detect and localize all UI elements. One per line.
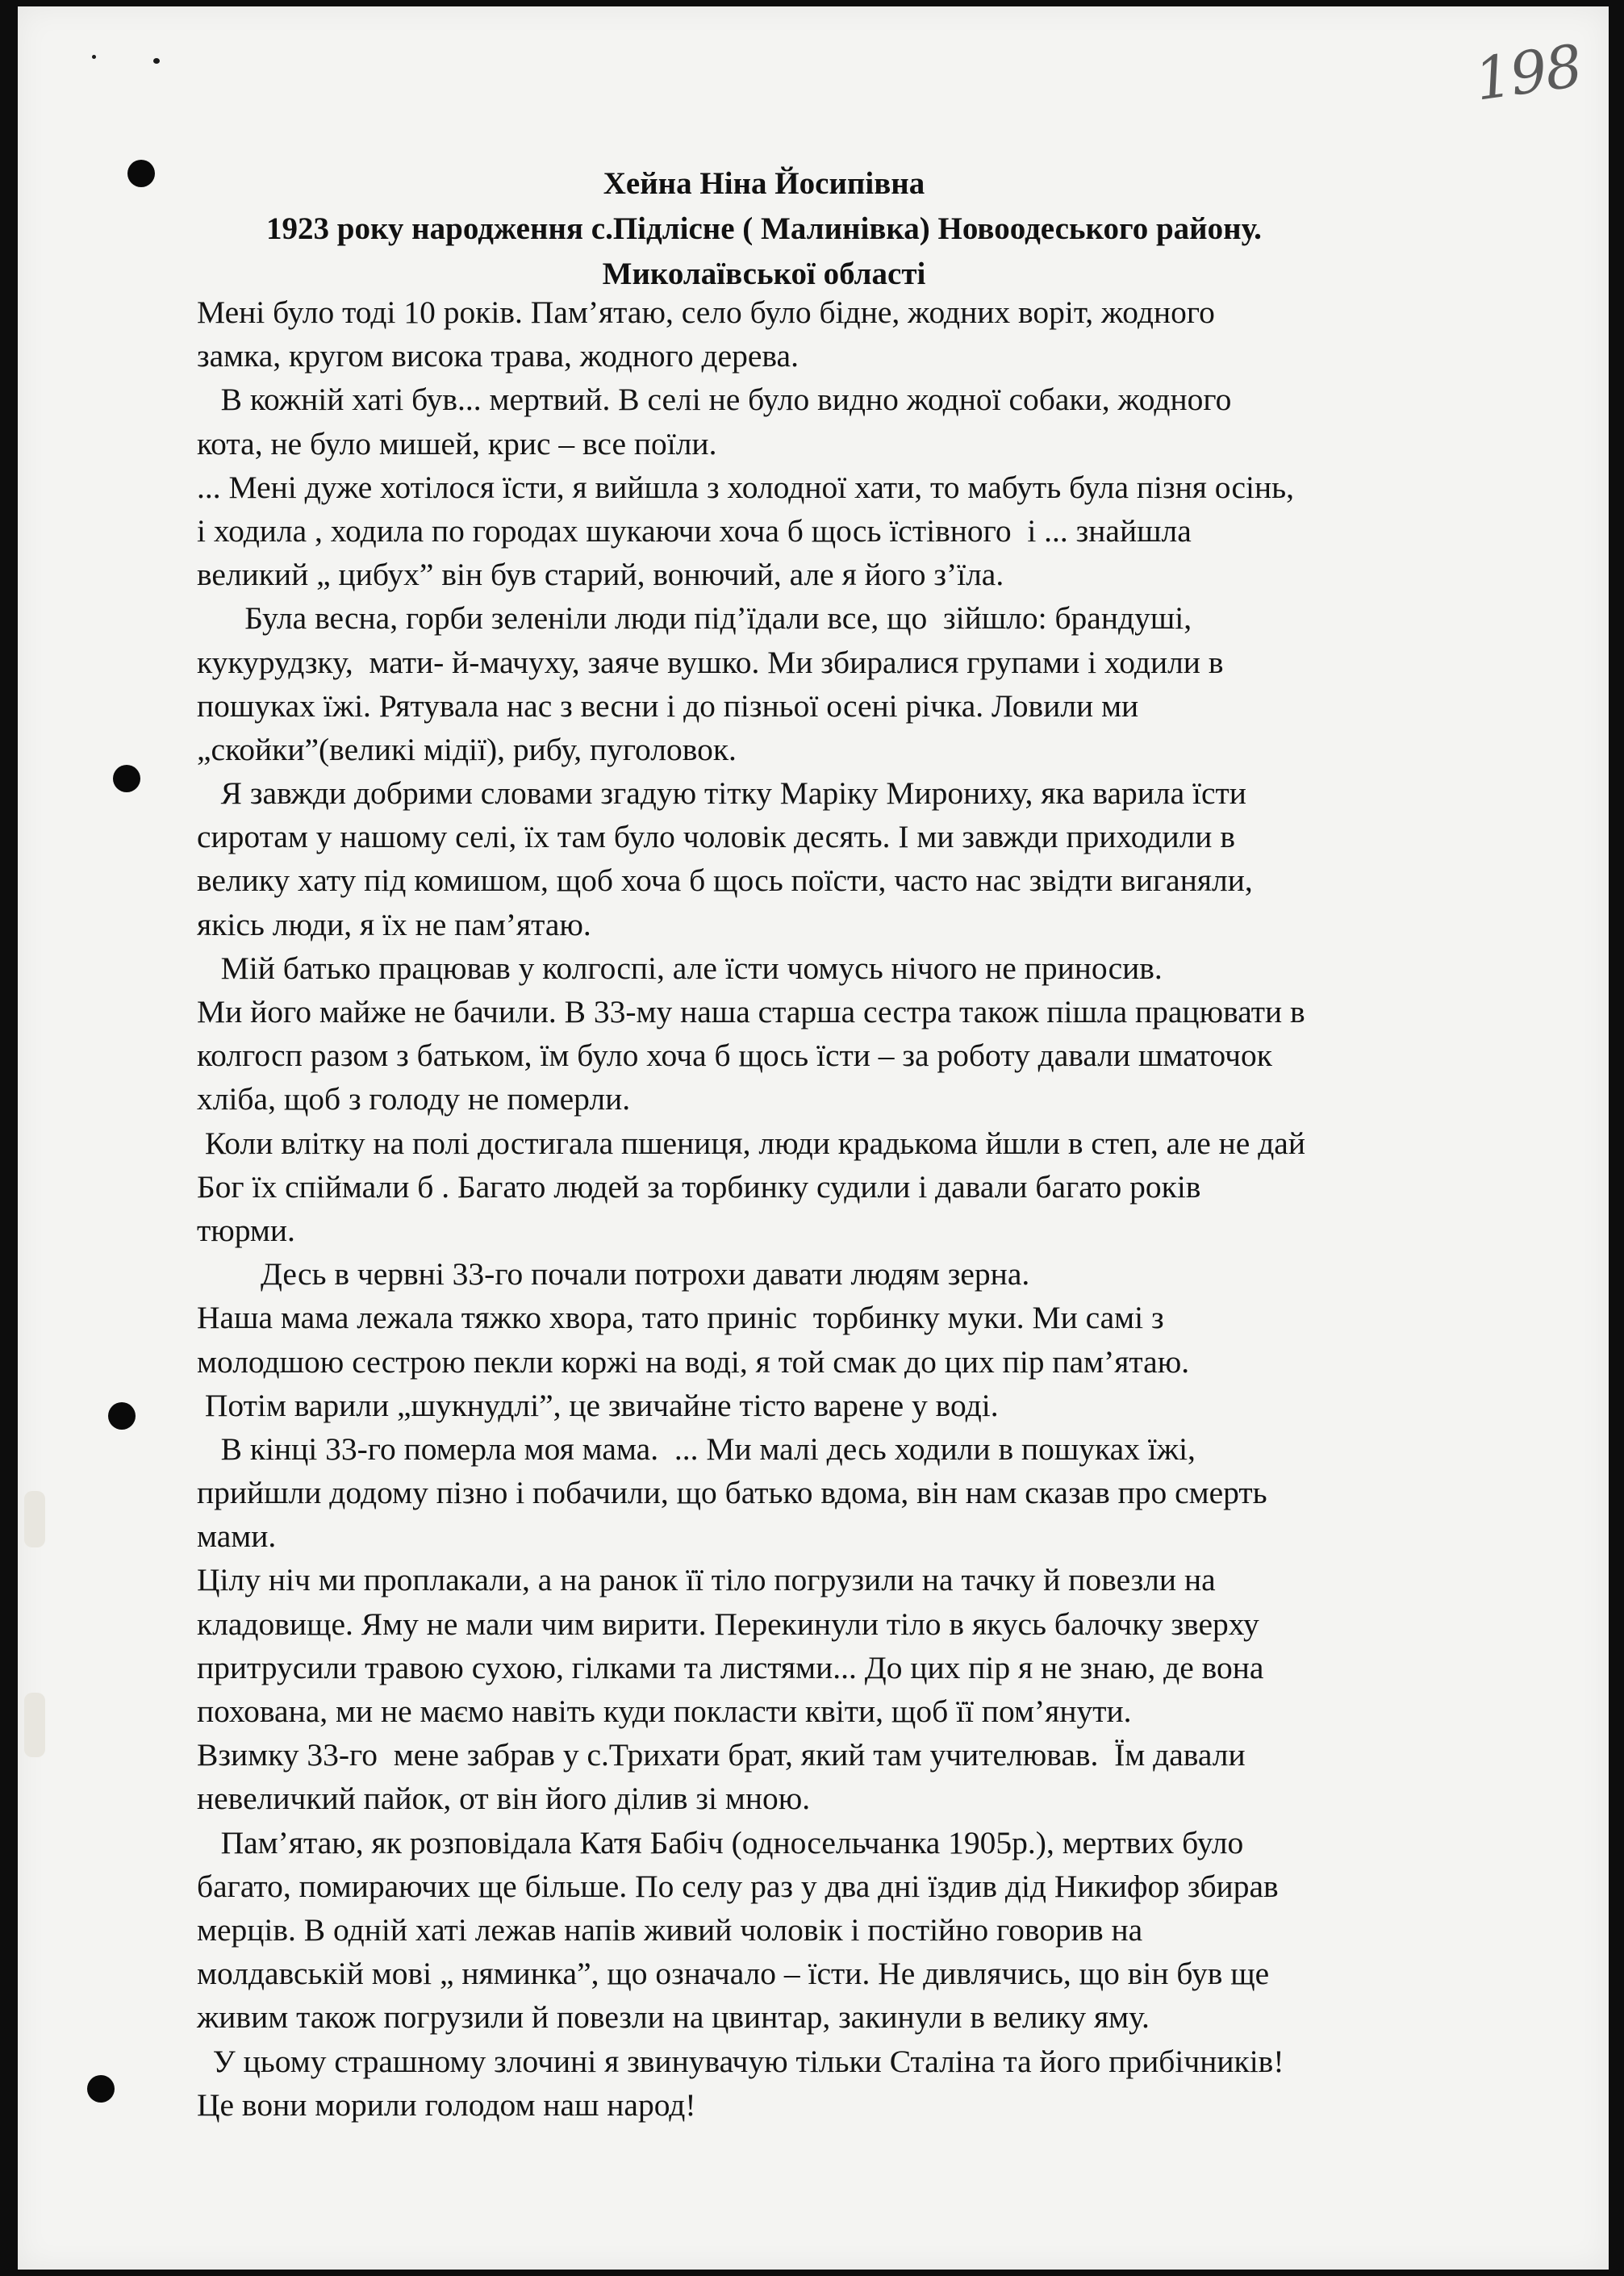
text-line: ... Мені дуже хотілося їсти, я вийшла з холодної хати, то мабуть була пізня осінь, [197, 469, 1295, 505]
text-line: тюрми. [197, 1212, 295, 1248]
person-name-heading: Хейна Ніна Йосипівна [603, 166, 925, 201]
birth-info-heading: 1923 року народження с.Підлісне ( Малинівка) Новоодеського району. [266, 211, 1262, 246]
paper-edge-tear [24, 1693, 45, 1757]
handwritten-page-number: 198 [1470, 31, 1585, 114]
text-line: якісь люди, я їх не пам’ятаю. [197, 906, 591, 942]
text-line: Потім варили „шукнудлі”, це звичайне тісто варене у воді. [197, 1387, 999, 1423]
text-line: мерців. В одній хаті лежав напів живий чоловік і постійно говорив на [197, 1911, 1143, 1948]
text-line: Цілу ніч ми проплакали, а на ранок її тіло погрузили на тачку й повезли на [197, 1562, 1216, 1598]
text-line: Наша мама лежала тяжко хвора, тато приніс торбинку муки. Ми самі з [197, 1300, 1164, 1336]
text-line: Це вони морили голодом наш народ! [197, 2086, 696, 2123]
text-line: У цьому страшному злочині я звинувачую тільки Сталіна та його прибічників! [197, 2043, 1284, 2079]
text-line: мами. [197, 1518, 277, 1555]
text-line: сиротам у нашому селі, їх там було чоловік десять. І ми завжди приходили в [197, 819, 1235, 855]
text-line: Десь в червні 33-го почали потрохи давати людям зерна. [197, 1256, 1030, 1293]
paper-edge-tear [24, 1491, 45, 1547]
text-line: притрусили травою сухою, гілками та листями... До цих пір я не знаю, де вона [197, 1649, 1264, 1685]
text-line: і ходила , ходила по городах шукаючи хоча б щось їстівного і ... знайшла [197, 512, 1192, 549]
text-line: Була весна, горби зеленіли люди під’їдали все, що зійшло: брандуші, [197, 600, 1192, 637]
text-line: багато, помираючих ще більше. По селу раз у два дні їздив дід Никифор збирав [197, 1868, 1279, 1904]
text-line: велику хату під комишом, щоб хоча б щось поїсти, часто нас звідти виганяли, [197, 862, 1253, 899]
text-line: В кінці 33-го померла моя мама. ... Ми малі десь ходили в пошуках їжі, [197, 1430, 1196, 1467]
text-line: похована, ми не маємо навіть куди покласти квіти, щоб її пом’янути. [197, 1693, 1132, 1729]
document-header [179, 161, 1349, 297]
text-line: кукурудзку, мати- й-мачуху, заяче вушко. Ми збиралися групами і ходили в [197, 644, 1224, 680]
text-line: пошуках їжі. Рятувала нас з весни і до пізньої осені річка. Ловили ми [197, 687, 1139, 724]
punch-hole-bottom [87, 2075, 115, 2103]
text-line: хліба, щоб з голоду не померли. [197, 1081, 631, 1117]
text-line: колгосп разом з батьком, їм було хоча б щось їсти – за роботу давали шматочок [197, 1038, 1272, 1074]
text-line: „скойки”(великі мідії), рибу, пуголовок. [197, 731, 737, 767]
text-line: Бог їх спіймали б . Багато людей за торбинку судили і давали багато років [197, 1168, 1201, 1205]
text-line: молодшою сестрою пекли коржі на воді, я той смак до цих пір пам’ятаю. [197, 1343, 1190, 1380]
text-line: молдавській мові „ няминка”, що означало – їсти. Не дивлячись, що він був ще [197, 1956, 1270, 1992]
text-line: Пам’ятаю, як розповідала Катя Бабіч (односельчанка 1905р.), мертвих було [197, 1824, 1244, 1860]
dust-speck [92, 55, 96, 59]
punch-hole-lower-middle [108, 1402, 136, 1430]
text-line: Коли влітку на полі достигала пшениця, люди крадькома йшли в степ, але не дай [197, 1125, 1305, 1161]
text-line: великий „ цибух” він був старий, вонючий, але я його з’їла. [197, 557, 1004, 593]
text-line: кладовище. Яму не мали чим вирити. Перекинули тіло в якусь балочку зверху [197, 1606, 1259, 1642]
text-line: невеличкий пайок, от він його ділив зі мною. [197, 1781, 811, 1817]
paper-sheet [18, 6, 1609, 2270]
testimony-text [197, 290, 1520, 2127]
text-line: кота, не було мишей, крис – все поїли. [197, 425, 717, 461]
punch-hole-top [127, 160, 155, 187]
text-line: Я завжди добрими словами згадую тітку Маріку Мирониху, яка варила їсти [197, 775, 1246, 812]
text-line: Взимку 33-го мене забрав у с.Трихати брат, який там учителював. Їм давали [197, 1737, 1246, 1773]
text-line: Мій батько працював у колгоспі, але їсти чомусь нічого не приносив. [197, 950, 1163, 986]
text-line: замка, кругом висока трава, жодного дерева. [197, 338, 799, 374]
punch-hole-upper-middle [113, 765, 140, 792]
region-heading: Миколаївської області [602, 257, 926, 291]
text-line: прийшли додому пізно і побачили, що батько вдома, він нам сказав про смерть [197, 1475, 1267, 1511]
text-line: В кожній хаті був... мертвий. В селі не було видно жодної собаки, жодного [197, 382, 1232, 418]
dust-speck [153, 58, 160, 64]
text-line: живим також погрузили й повезли на цвинтар, закинули в велику яму. [197, 1999, 1150, 2036]
text-line: Мені було тоді 10 років. Пам’ятаю, село було бідне, жодних воріт, жодного [197, 294, 1215, 330]
text-line: Ми його майже не бачили. В 33-му наша старша сестра також пішла працювати в [197, 994, 1305, 1029]
